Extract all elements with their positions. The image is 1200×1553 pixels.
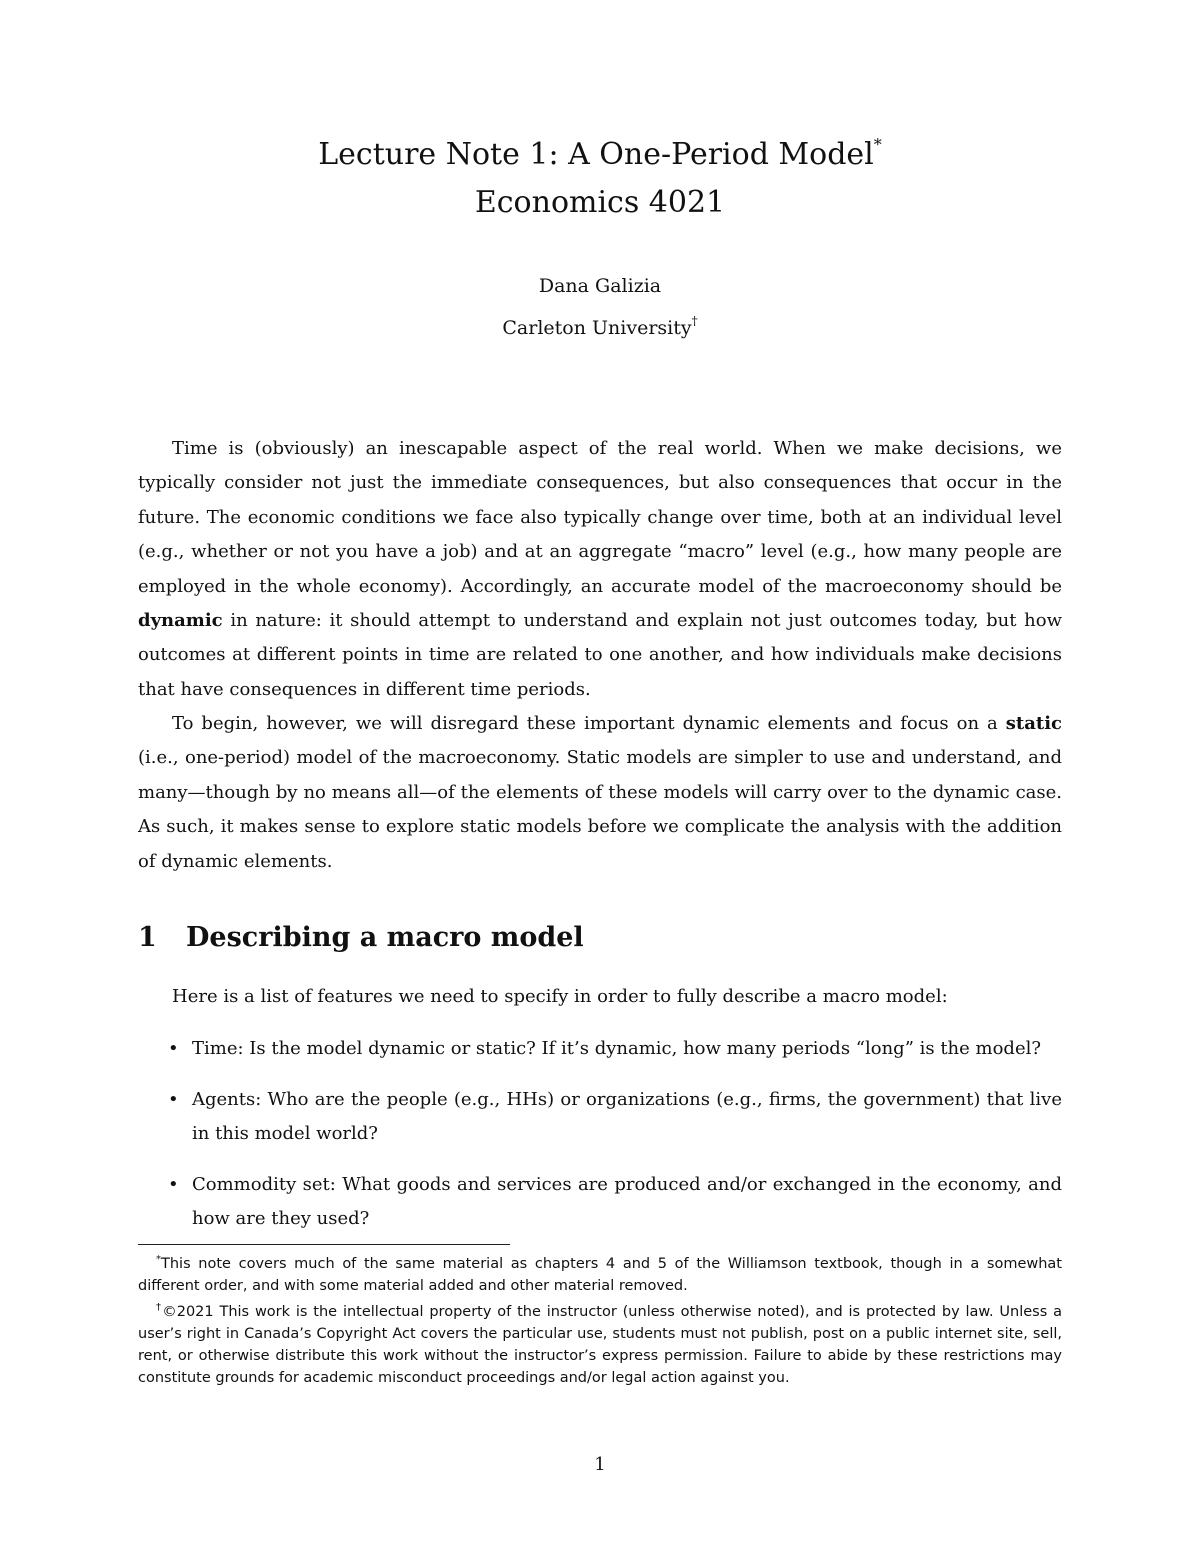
section-heading (138, 918, 1062, 958)
footnotes (138, 1249, 1062, 1389)
list-item (138, 1168, 1062, 1236)
feature-list (138, 1032, 1062, 1253)
section-number: 1 (138, 922, 157, 953)
footnote-2-text: ©2021 This work is the intellectual property of the instructor (unless otherwise noted), and is protected by law. Unless a user’s right in Canada’s Copyright Act covers the particular use, students must not publish, post on a public internet site, sell, rent, or otherwise distribute this work without the instructor’s express permission. Failure to abide by these restrictions may constitute grounds for academic misconduct proceedings and/or legal action against you. (138, 1303, 1063, 1386)
footnote-2 (138, 1297, 1062, 1389)
author-affiliation (0, 308, 1200, 341)
keyword-static: static (1005, 713, 1062, 734)
section-title: Describing a macro model (186, 922, 584, 953)
list-item-text: Time: Is the model dynamic or static? If it’s dynamic, how many periods “long” is the model? (192, 1038, 1042, 1059)
paragraph-intro-static (138, 707, 1062, 879)
list-item-text: Agents: Who are the people (e.g., HHs) or organizations (e.g., firms, the government) that live in this model world? (192, 1089, 1062, 1144)
author-name: Dana Galizia (538, 275, 662, 297)
course-name: Economics 4021 (474, 185, 726, 220)
list-item-text: Commodity set: What goods and services are produced and/or exchanged in the economy, and how are they used? (192, 1174, 1062, 1229)
para1-text-b: in nature: it should attempt to understand and explain not just outcomes today, but how outcomes at different points in time are related to one another, and how individuals make decisions that have consequences in different time periods. (138, 610, 1062, 700)
paragraph-intro-dynamic (138, 432, 1062, 707)
footnote-1-text: This note covers much of the same material as chapters 4 and 5 of the Williamson textbook, though in a somewhat different order, and with some material added and other material removed. (138, 1255, 1062, 1294)
para1-text-a: Time is (obviously) an inescapable aspect of the real world. When we make decisions, we typically consider not just the immediate consequences, but also consequences that occur in the future. The economic conditions we face also typically change over time, both at an individual level (e.g., whether or not you have a job) and at an aggregate “macro” level (e.g., how many people are employed in the whole economy). Accordingly, an accurate model of the macroeconomy should be (138, 438, 1062, 597)
footnote-divider (138, 1244, 510, 1245)
bullet-icon: • (168, 1174, 179, 1195)
document-title (0, 125, 1200, 175)
bullet-icon: • (168, 1038, 179, 1059)
title-footnote-mark[interactable]: * (873, 135, 882, 154)
footnote-2-mark: † (156, 1301, 163, 1313)
title-text: Lecture Note 1: A One-Period Model (318, 137, 874, 172)
list-item (138, 1032, 1062, 1066)
para2-text-a: To begin, however, we will disregard these important dynamic elements and focus on a (172, 713, 1006, 734)
list-item (138, 1083, 1062, 1151)
keyword-dynamic: dynamic (138, 610, 223, 632)
footnote-1 (138, 1249, 1062, 1297)
para2-text-b: (i.e., one-period) model of the macroeconomy. Static models are simpler to use and understand, and many—though by no means all—of the elements of these models will carry over to the dynamic case. As such, it makes sense to explore static models before we complicate the analysis with the addition of dynamic elements. (138, 747, 1062, 872)
footnote-1-mark: * (156, 1254, 161, 1265)
affiliation-text: Carleton University (502, 317, 692, 339)
bullet-icon: • (168, 1089, 179, 1110)
affiliation-footnote-mark[interactable]: † (691, 314, 698, 328)
section-intro: Here is a list of features we need to specify in order to fully describe a macro model: (172, 986, 948, 1007)
page-number: 1 (594, 1454, 606, 1475)
